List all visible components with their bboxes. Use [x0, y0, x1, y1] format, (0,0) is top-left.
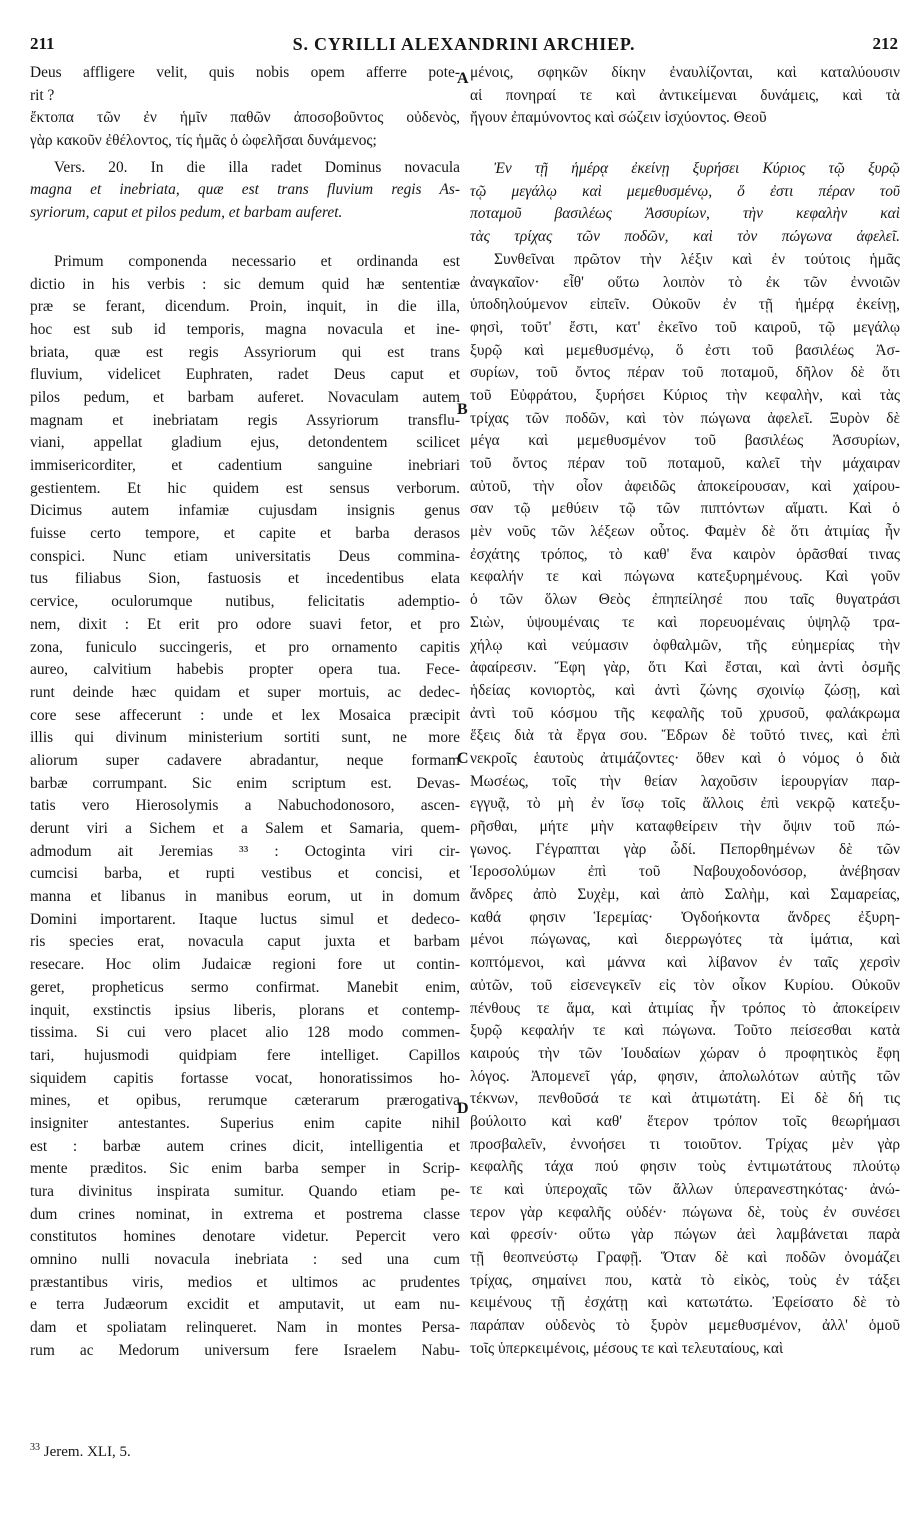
latin-line: syriorum, caput et pilos pedum, et barbam auferet.	[30, 204, 343, 222]
footnote	[30, 1442, 131, 1461]
latin-line	[30, 225, 460, 251]
latin-line: siquidem capitis fortasse vocat, honoratissimos ho-	[30, 1069, 460, 1087]
greek-line: καθά φησιν Ἱερεμίας· Ὀγδοήκοντα ἄνδρες ἐξυρη-	[470, 908, 900, 926]
greek-line: τοῦ ὄντος πέραν τοῦ ποταμοῦ, καλεῖ τὴν μάχαιραν	[470, 455, 900, 472]
latin-line: briata, quæ est regis Assyriorum qui est trans	[30, 343, 460, 361]
greek-line: ἐσχάτης τρόπος, τὸ καθ' ἕνα καιρὸν ὁρᾶσθαί τινας	[470, 545, 900, 563]
latin-line: admodum ait Jeremias ³³ : Octoginta viri cir-	[30, 842, 460, 860]
greek-line: τρίχας, σημαίνει που, κατὰ τὸ εἰκὸς, τοὺς ἐν τάξει	[470, 1271, 900, 1289]
page-header	[30, 30, 898, 56]
latin-line: constitutos homines denotare videtur. Pepercit vero	[30, 1228, 460, 1246]
latin-line: gestientem. Et hic quidem est sensus verborum.	[30, 479, 460, 497]
latin-line: dum crines nominat, in extrema et postrema classe	[30, 1205, 460, 1223]
latin-line: resecare. Hoc olim Judaicæ regioni fore ut contin-	[30, 956, 460, 974]
right-page-number: 212	[872, 34, 898, 53]
greek-line: τρίχας τῶν ποδῶν, καὶ τὸν πώγωνα ἀφελεῖ. Ξυρὸν δὲ	[470, 409, 900, 427]
greek-line: τε καὶ ὑπεροχαῖς τῶν ἄλλων ὑπερανεστηκότας· ἀνώ-	[470, 1181, 900, 1198]
footnote-text: Jerem. XLI, 5.	[43, 1444, 131, 1460]
greek-line: πένθους τε ἅμα, καὶ ἀτιμίας ἦν τρόπος τὸ ἀποκείρειν	[470, 999, 900, 1017]
latin-line: Deus affligere velit, quis nobis opem afferre pote-	[30, 64, 460, 81]
latin-line: e terra Judæorum excidit et amputavit, ut eam nu-	[30, 1296, 460, 1314]
greek-line: ἀφαίρεσιν. Ἔφη γὰρ, ὅτι Καὶ ἔσται, καὶ ἀντὶ ὀσμῆς	[470, 659, 900, 677]
greek-line: Ἐν τῇ ἡμέρᾳ ἐκείνῃ ξυρήσει Κύριος τῷ ξυρῷ	[494, 160, 900, 178]
latin-line: γὰρ κακοῦν ἐθέλοντος, τίς ἡμᾶς ὁ ὠφελῆσαι δυνάμενος;	[30, 132, 377, 150]
latin-line: Primum componenda necessario et ordinanda est	[54, 252, 460, 270]
latin-line: insigniter antestantes. Superius enim capite nihil	[30, 1114, 460, 1132]
greek-line	[470, 130, 900, 158]
greek-line: τερον γὰρ κεφαλῆς οὐδέν· πώγωνα δὲ, τοὺς ἐν συνέσει	[470, 1203, 900, 1221]
latin-line: fluvium, videlicet Euphraten, radet Deus caput et	[30, 366, 460, 384]
latin-line: tissima. Si cui vero placet alio 128 modo commen-	[30, 1024, 460, 1042]
greek-line: ξυρῷ καὶ μεμεθυσμένῳ, ὅ ἐστι τοῦ βασιλέως Ἀσ-	[470, 341, 900, 359]
latin-line: magnam et inebriatam regis Assyriorum transflu-	[30, 411, 460, 429]
latin-line: Dicimus autem infamiæ cujusdam insignis genus	[30, 502, 460, 520]
greek-line: Σιὼν, ὑψουμέναις τε καὶ πορευομέναις ὑψηλῷ τρα-	[470, 613, 900, 631]
greek-line: τέκνων, πενθοῦσά τε καὶ ἀτιμωτάτη. Εἰ δὲ δή τις	[470, 1090, 900, 1108]
greek-line: αὐτῶν, τοῦ εἰσενεγκεῖν εἰς τὸν οἶκον Κυρίου. Οὐκοῦν	[470, 976, 900, 994]
latin-column	[30, 62, 460, 1363]
latin-line: manna et libanus in manibus eorum, ut in domum	[30, 888, 460, 906]
greek-line: Μωσέως, τοῖς τὴν θείαν λαχοῦσιν ἱερουργίαν παρ-	[470, 772, 900, 790]
greek-line: τῷ μεγάλῳ καὶ μεμεθυσμένῳ, ὅ ἐστι πέραν τοῦ	[470, 182, 900, 200]
latin-line: præstantibus viris, medios et ultimos ac prudentes	[30, 1273, 460, 1291]
greek-line: τὰς τρίχας τῶν ποδῶν, καὶ τὸν πώγωνα ἀφελεῖ.	[470, 228, 900, 246]
margin-letter-c: C	[457, 750, 469, 767]
latin-line: hoc est sub id temporis, magna novacula et ine-	[30, 320, 460, 338]
latin-line: rit ?	[30, 86, 55, 104]
latin-line: inquit, exstinctis ipsius liberis, plorans et contemp-	[30, 1001, 460, 1019]
greek-line: ἕξεις διὰ τὰ ἔργα σου. Ἔδρων δὲ τοῦτό τινες, καὶ ἐπὶ	[470, 727, 900, 745]
greek-line: Ἱεροσολύμων ἐπὶ τοῦ Ναβουχοδονόσορ, ἀνέβησαν	[470, 863, 900, 881]
latin-line: ἔκτοπα τῶν ἐν ἡμῖν παθῶν ἀποσοβοῦντος οὐδενὸς,	[30, 109, 460, 127]
latin-line: magna et inebriata, quæ est trans fluvium regis As-	[30, 181, 460, 199]
greek-line: καιρούς τὴν τῶν Ἰουδαίων χώραν ὁ προφητικὸς ἔφη	[470, 1044, 900, 1062]
greek-line: γωνος. Γέγραπται γὰρ ὧδί. Πεπορθημένων δὲ τῶν	[470, 840, 900, 858]
greek-line: ὑποδηλούμενον εἰπεῖν. Οὐκοῦν ἐν τῇ ἡμέρᾳ ἐκείνῃ,	[470, 296, 900, 314]
greek-line: καὶ φρεσίν· οὕτω γὰρ πώγων ἀεὶ λαμβάνεται παρὰ	[470, 1226, 900, 1244]
latin-line: mines, et opibus, rerumque cæterarum prærogativa	[30, 1092, 460, 1110]
greek-line: ρῆσθαι, μήτε μὴν καταφθείρειν τὴν ὄψιν τοῦ πώ-	[470, 818, 900, 835]
greek-line: τοῦ Εὐφράτου, ξυρήσει Κύριος τὴν κεφαλὴν, καὶ τὰς	[470, 386, 900, 404]
greek-line: αἱ πονηραί τε καὶ ἀντικείμεναι δυνάμεις, καὶ τὰ	[470, 86, 900, 104]
running-title: S. CYRILLI ALEXANDRINI ARCHIEP.	[292, 34, 636, 54]
greek-line: βούλοιτο καὶ καθ' ἕτερον τρόπον τοῖς θεωρήμασι	[470, 1112, 900, 1130]
greek-line: νεκροῖς ἑαυτοὺς ἀτιμάζοντες· ὅθεν καὶ ὁ νόμος ὁ διὰ	[470, 749, 900, 767]
latin-line: barbæ corrumpant. Sic enim scriptum est. Devas-	[30, 774, 460, 792]
greek-line: ἀντὶ τοῦ κόσμου τῆς κεφαλῆς τοῦ χρυσοῦ, φαλάκρωμα	[470, 704, 900, 722]
latin-line: zona, funiculo succingeris, et pro ornamento capitis	[30, 638, 460, 656]
footnote-number: 33	[30, 1442, 40, 1453]
greek-line: μέγα καὶ μεμεθυσμένον τοῦ βασιλέως Ἀσσυρίων,	[470, 432, 900, 450]
greek-line: κειμένους τῇ ἐσχάτῃ καὶ κατωτάτω. Ἐφείσατο δὲ τὸ	[470, 1294, 900, 1312]
latin-line: derunt viri a Sichem et a Salem et Samaria, quem-	[30, 820, 460, 837]
latin-line: aureo, calvitium habebis propter opera tua. Fece-	[30, 661, 460, 679]
latin-line: mente præditos. Sic enim barba semper in Scrip-	[30, 1160, 460, 1178]
left-page-number: 211	[30, 34, 55, 53]
latin-line: fuisse certo tempore, et capite et barba derasos	[30, 525, 460, 543]
greek-line: ποταμοῦ βασιλέως Ἀσσυρίων, τὴν κεφαλὴν καὶ	[470, 205, 900, 223]
greek-line: συρίων, τοῦ ὄντος πέραν τοῦ ποταμοῦ, δῆλον δὲ ὅτι	[470, 364, 900, 382]
latin-line: aliorum super cadavere abradantur, neque formam	[30, 751, 460, 769]
latin-line: tura divinitus inspirata sumitur. Quando etiam pe-	[30, 1183, 460, 1200]
greek-line: χήλῳ καὶ νεύμασιν ὀφθαλμῶν, τῆς εὐημερίας τὴν	[470, 636, 900, 654]
latin-line: cumcisi barba, et rupti vestibus et concisi, et	[30, 865, 460, 883]
greek-line: κεφαλήν τε καὶ πώγωνα κατεξυρημένους. Καὶ γοῦν	[470, 568, 900, 586]
latin-line: geret, propheticus sermo confirmat. Manebit enim,	[30, 978, 460, 996]
latin-line: core sese affecerunt : unde et lex Mosaica præcipit	[30, 706, 460, 724]
greek-line: λόγος. Ἀπομενεῖ γάρ, φησιν, ἀπολωλότων αὐτῆς τῶν	[470, 1067, 900, 1085]
greek-line: τοῖς ὑπερκειμένοις, μέσους τε καὶ τελευταίους, καὶ	[470, 1339, 784, 1357]
greek-line: Συνθεῖναι πρῶτον τὴν λέξιν καὶ ἐν τούτοις ἡμᾶς	[494, 250, 900, 268]
latin-line: tatis vero Hierosolymis a Nabuchodonosoro, ascen-	[30, 797, 460, 815]
margin-letter-d: D	[457, 1100, 469, 1117]
latin-line: conspici. Nunc etiam universitatis Deus commina-	[30, 547, 460, 565]
greek-line: ἤγουν ἐπαμύνοντος καὶ σώζειν ἰσχύοντος. Θεοῦ	[470, 109, 767, 127]
latin-line: pilos pedum, et barbam auferet. Novaculam autem	[30, 388, 460, 406]
greek-line: παράπαν οὐδενὸς τὸ ξυρὸν μεμεθυσμένον, ἀλλ' ὁμοῦ	[470, 1317, 900, 1335]
latin-line: illis qui divinum ministerium sortiti sunt, ne more	[30, 729, 460, 747]
greek-line: μένοις, σφηκῶν δίκην ἐναυλίζονται, καὶ καταλύουσιν	[470, 64, 900, 81]
greek-line: ἡδείας κονιορτὸς, καὶ ἀντὶ ζώνης σχοινίῳ ζώσῃ, καὶ	[470, 681, 900, 699]
latin-line: Vers. 20. In die illa radet Dominus novacula	[54, 158, 460, 176]
greek-line: κοπτόμενοι, καὶ μάννα καὶ λίβανον ἐν ταῖς χερσὶν	[470, 954, 900, 972]
greek-line: ξυρῷ κεφαλήν τε καὶ πώγωνα. Τοῦτο πείσεσθαι κατὰ	[470, 1022, 900, 1040]
greek-line: προσβαλεῖν, ἐννοήσει τι τοιοῦτον. Τρίχας μὲν γὰρ	[470, 1135, 900, 1153]
greek-line: σαν τῷ μεθύειν τῷ τῶν πιπτόντων αἵματι. Καὶ ὁ	[470, 500, 900, 518]
greek-line: κεφαλῆς τάχα πού φησιν τοὺς ἐντιμωτάτους πλούτῳ	[470, 1158, 900, 1176]
greek-line: αὐτοῦ, τὴν οἷον ἀφειδῶς ἀποκείρουσαν, καὶ χαίρου-	[470, 477, 900, 495]
latin-line: rum ac Medorum universum fere Israelem Nabu-	[30, 1341, 460, 1359]
latin-line: immisericorditer, et cadentium sanguine inebriari	[30, 457, 460, 474]
latin-line: omnino nulli novacula inebriata : sed una cum	[30, 1251, 460, 1269]
latin-line: tus filiabus Sion, fastuosis et incedentibus elata	[30, 570, 460, 588]
greek-line: τῇ θεοπνεύστῳ Γραφῇ. Ὅταν δὲ καὶ ποδῶν ὀνομάζει	[470, 1249, 900, 1267]
margin-letter-a: A	[457, 70, 469, 87]
latin-line: ris species erat, novacula caput juxta et barbam	[30, 933, 460, 951]
latin-line: tari, hujusmodi quidpiam fere intelliget. Capillos	[30, 1046, 460, 1064]
latin-line: dam et spoliatam relinqueret. Nam in montes Persa-	[30, 1319, 460, 1337]
latin-line: Domini importarent. Itaque luctus simul et dedeco-	[30, 910, 460, 928]
greek-column	[470, 62, 900, 1361]
greek-line: ἄνδρες ἀπὸ Συχὲμ, καὶ ἀπὸ Σαλὴμ, καὶ Σαμαρείας,	[470, 886, 900, 904]
margin-letter-b: B	[457, 401, 468, 418]
greek-line: φησὶ, τοῦτ' ἔστι, κατ' ἐκεῖνο τοῦ καιροῦ, τῷ μεγάλῳ	[470, 318, 900, 336]
greek-line: ὁ τῶν ὅλων Θεὸς ἐπηπείλησέ που ταῖς θυγατράσι	[470, 591, 900, 609]
greek-line: μὲν νοῦς τῶν λέξεων οὗτος. Φαμὲν δὲ ὅτι ἀτιμίας ἦν	[470, 523, 900, 541]
greek-line: μένοι πώγωνας, καὶ διερρωγότες τὰ ἱμάτια, καὶ	[470, 931, 900, 949]
latin-line: præ se ferant, dicendum. Proin, inquit, in die illa,	[30, 298, 460, 316]
latin-line: viani, appellat gladium ejus, detondentem scilicet	[30, 434, 460, 452]
greek-line: εγγυᾷ, τὸ μὴ ἐν ἴσῳ τοῖς ἄλλοις ἐπὶ νεκρῷ κατεξυ-	[470, 795, 900, 813]
greek-line: ἀναγκαῖον· εἶθ' οὕτω λοιπὸν τὸ ἐκ τῶν ἐννοιῶν	[470, 273, 900, 291]
latin-line: dictio in his verbis : sic demum quid hæ sententiæ	[30, 275, 460, 293]
latin-line: nem, dixit : Et erit pro odore suavi fetor, et pro	[30, 615, 460, 633]
latin-line: est : barbæ autem crines dicit, intelligentia et	[30, 1137, 460, 1155]
latin-line: cervice, oculorumque nutibus, felicitatis ademptio-	[30, 593, 460, 611]
latin-line: runt deinde hæc quidam et super mortuis, ac dedec-	[30, 683, 460, 701]
